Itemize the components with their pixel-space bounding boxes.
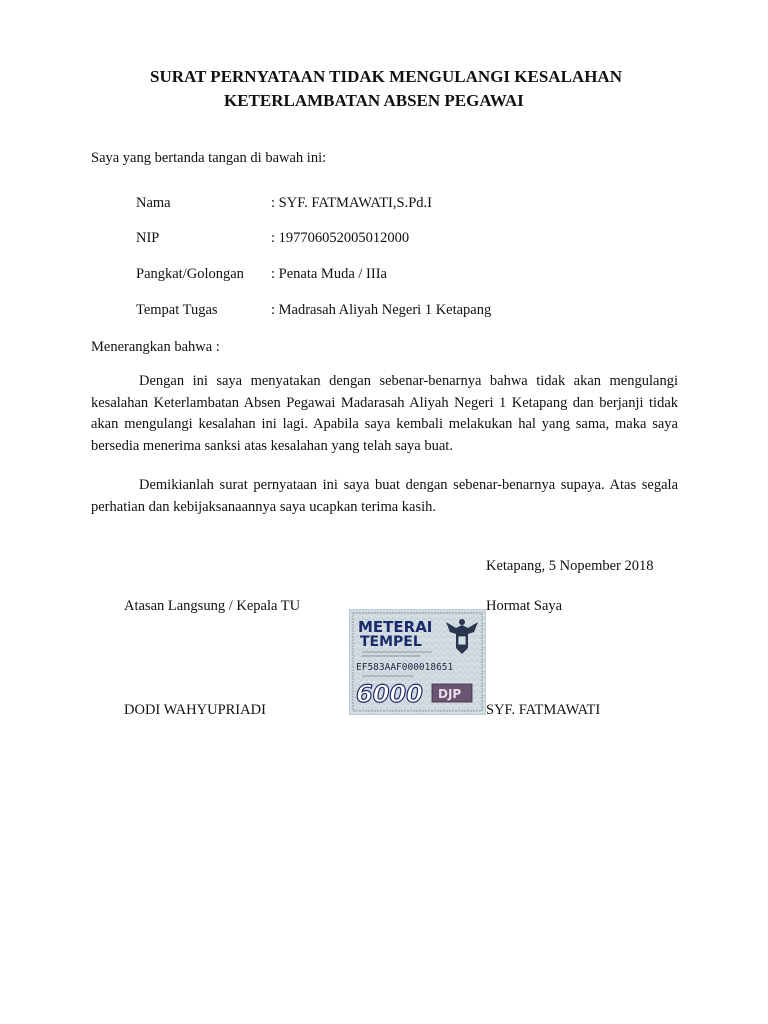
left-signer-role: Atasan Langsung / Kepala TU	[124, 598, 301, 614]
statement-paragraph	[91, 371, 678, 457]
letter-title-line2: KETERLAMBATAN ABSEN PEGAWAI	[224, 91, 524, 110]
field-value-nama: : SYF. FATMAWATI,S.Pd.I	[271, 195, 432, 211]
field-value-nip: : 197706052005012000	[271, 230, 410, 246]
closing-paragraph	[91, 475, 678, 518]
field-label-nama: Nama	[136, 195, 171, 211]
stamp-code: DJP	[438, 687, 462, 701]
place-date: Ketapang, 5 Nopember 2018	[486, 558, 654, 574]
intro-text: Saya yang bertanda tangan di bawah ini:	[91, 150, 327, 166]
closing-paragraph-text: Demikianlah surat pernyataan ini saya buat dengan sebenar-benarnya supaya. Atas segala perhatian dan kebijaksanaannya saya ucapkan terima kasih.	[91, 477, 678, 515]
field-label-tempat-tugas: Tempat Tugas	[136, 302, 218, 318]
right-signer-name: SYF. FATMAWATI	[486, 702, 601, 718]
letter-title-line1: SURAT PERNYATAAN TIDAK MENGULANGI KESALAHAN	[150, 67, 622, 86]
field-value-pangkat: : Penata Muda / IIIa	[271, 266, 387, 282]
left-signer-name: DODI WAHYUPRIADI	[124, 702, 266, 718]
field-value-tempat-tugas: : Madrasah Aliyah Negeri 1 Ketapang	[271, 302, 492, 318]
field-label-nip: NIP	[136, 230, 160, 246]
stamp-serial: EF583AAF000018651	[356, 662, 454, 673]
right-signer-role: Hormat Saya	[486, 598, 563, 614]
statement-paragraph-text: Dengan ini saya menyatakan dengan sebenar-benarnya bahwa tidak akan mengulangi kesalahan Keterlambatan Absen Pegawai Madarasah Aliyah Negeri 1 Ketapang dan berjanji tidak akan mengulangi kesalahan ini lagi. Apabila saya kembali melakukan hal yang sama, maka saya bersedia menerima sanksi atas kesalahan yang telah saya buat.	[91, 373, 678, 454]
revenue-stamp	[349, 609, 486, 715]
stamp-line1: METERAI	[358, 618, 433, 636]
explains-text: Menerangkan bahwa :	[91, 339, 220, 355]
field-label-pangkat: Pangkat/Golongan	[136, 266, 244, 282]
stamp-value: 6000	[356, 680, 423, 708]
meterai-stamp-image	[350, 610, 485, 714]
stamp-line2: TEMPEL	[360, 634, 422, 650]
